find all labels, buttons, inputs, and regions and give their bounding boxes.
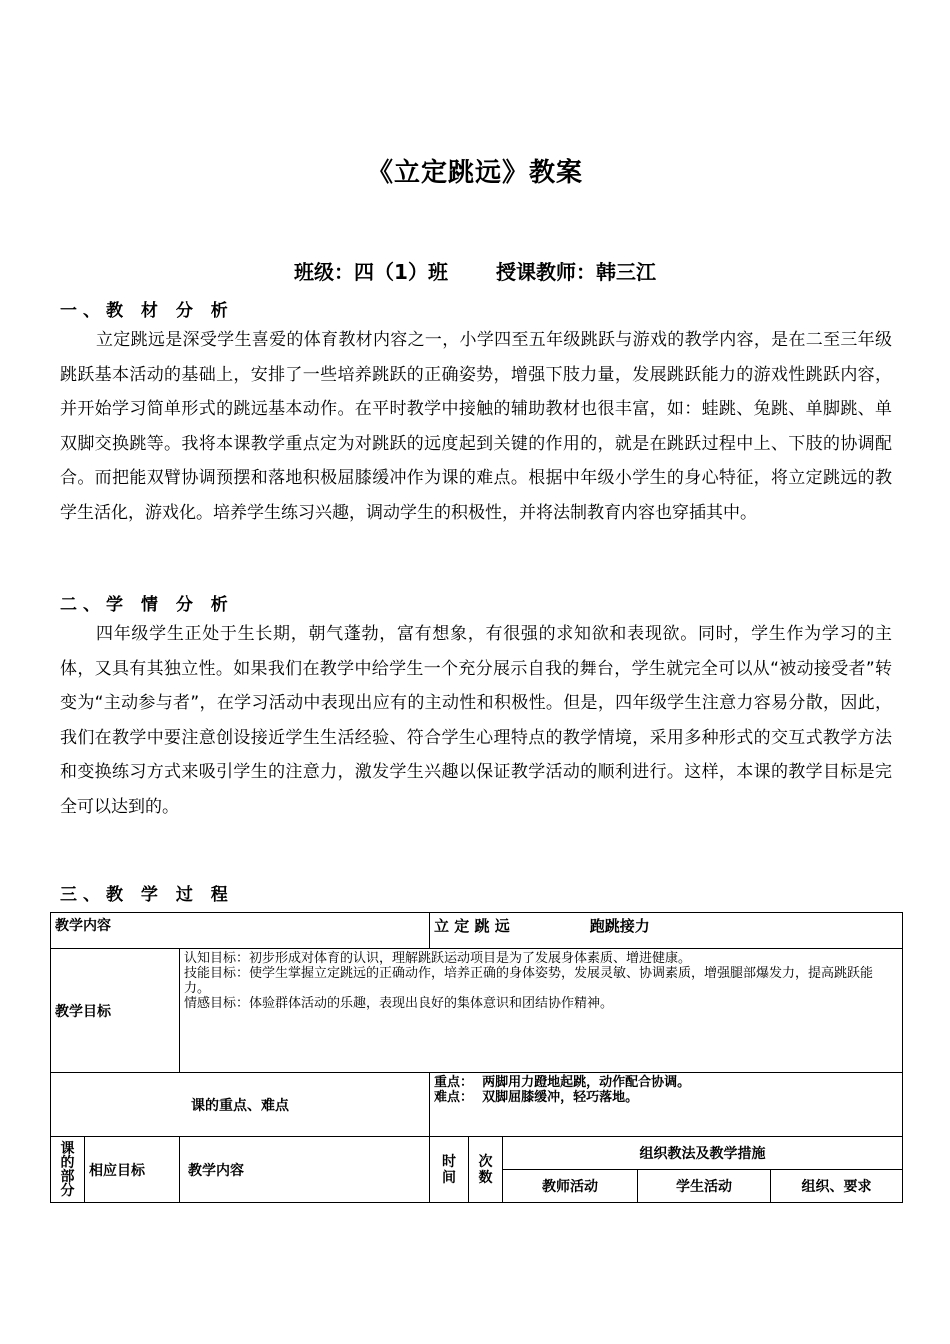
teacher-label: 授课教师：韩三江 bbox=[495, 260, 656, 284]
header-part: 课的部分 bbox=[51, 1137, 85, 1203]
header-methods: 组织教法及教学措施 bbox=[503, 1137, 903, 1170]
goal-skill: 技能目标：使学生掌握立定跳远的正确动作，培养正确的身体姿势，发展灵敏、协调素质，增强腿部爆发力，提高跳跃能力。 bbox=[184, 966, 874, 996]
goal-cognitive: 认知目标：初步形成对体育的认识，理解跳跃运动项目是为了发展身体素质、增进健康。 bbox=[184, 951, 692, 966]
content-value-cell bbox=[430, 913, 903, 949]
goals-cell bbox=[180, 949, 903, 1073]
header-teacher: 教师活动 bbox=[503, 1170, 638, 1203]
section-heading-process: 三、教 学 过 程 bbox=[60, 885, 234, 905]
keypoints-label: 课的重点、难点 bbox=[191, 1097, 290, 1114]
section-paragraph-students: 四年级学生正处于生长期，朝气蓬勃，富有想象，有很强的求知欲和表现欲。同时，学生作为学习的主体，又具有其独立性。如果我们在教学中给学生一个充分展示自我的舞台，学生就完全可以从“被动接受者”转变为“主动参与者”，在学习活动中表现出应有的主动性和积极性。但是，四年级学生注意力容易分散，因此，我们在教学中要注意创设接近学生生活经验、符合学生心理特点的教学情境，采用多种形式的交互式教学方法和变换练习方式来吸引学生的注意力，激发学生兴趣以保证教学活动的顺利进行。这样，本课的教学目标是完全可以达到的。 bbox=[60, 624, 892, 817]
class-label: 班级：四（1）班 bbox=[294, 260, 448, 284]
document-title: 《立定跳远》教案 bbox=[366, 158, 583, 188]
goals-label: 教学目标 bbox=[55, 1003, 111, 1020]
table-row-keypoints bbox=[51, 1073, 903, 1137]
header-count: 次数 bbox=[469, 1137, 503, 1203]
header-content: 教学内容 bbox=[180, 1137, 430, 1203]
content-label: 教学内容 bbox=[55, 918, 111, 934]
section-paragraph-material: 立定跳远是深受学生喜爱的体育教材内容之一，小学四至五年级跳跃与游戏的教学内容，是在二至三年级跳跃基本活动的基础上，安排了一些培养跳跃的正确姿势，增强下肢力量，发展跳跃能力的游戏性跳跃内容，并开始学习简单形式的跳远基本动作。在平时教学中接触的辅助教材也很丰富，如：蛙跳、兔跳、单脚跳、单双脚交换跳等。我将本课教学重点定为对跳跃的远度起到关键的作用的，就是在跳跃过程中上、下肢的协调配合。而把能双臂协调预摆和落地积极屈膝缓冲作为课的难点。根据中年级小学生的身心特征，将立定跳远的教学生活化，游戏化。培养学生练习兴趣，调动学生的积极性，并将法制教育内容也穿插其中。 bbox=[60, 330, 892, 523]
section-heading-students: 二、学 情 分 析 bbox=[60, 595, 234, 615]
header-target: 相应目标 bbox=[85, 1137, 180, 1203]
key-point: 重点： 两脚用力蹬地起跳，动作配合协调。 bbox=[434, 1075, 691, 1090]
table-row-content bbox=[51, 913, 903, 949]
difficulty-point: 难点： 双脚屈膝缓冲，轻巧落地。 bbox=[434, 1090, 639, 1105]
content-value-1: 立 定 跳 远 bbox=[434, 917, 510, 935]
header-organize: 组织、要求 bbox=[771, 1170, 903, 1203]
section-heading-material: 一、教 材 分 析 bbox=[60, 301, 234, 321]
goal-emotion: 情感目标：体验群体活动的乐趣，表现出良好的集体意识和团结协作精神。 bbox=[184, 996, 614, 1011]
table-row-goals bbox=[51, 949, 903, 1073]
header-student: 学生活动 bbox=[638, 1170, 771, 1203]
content-label-cell bbox=[51, 913, 430, 949]
class-teacher-info bbox=[0, 256, 950, 285]
table-header-row-1 bbox=[51, 1137, 903, 1170]
goals-label-cell bbox=[51, 949, 180, 1073]
lesson-plan-table bbox=[50, 912, 903, 1203]
keypoints-label-cell bbox=[51, 1073, 430, 1137]
header-time: 时间 bbox=[430, 1137, 469, 1203]
keypoints-cell bbox=[430, 1073, 903, 1137]
content-value-2: 跑跳接力 bbox=[589, 917, 650, 935]
